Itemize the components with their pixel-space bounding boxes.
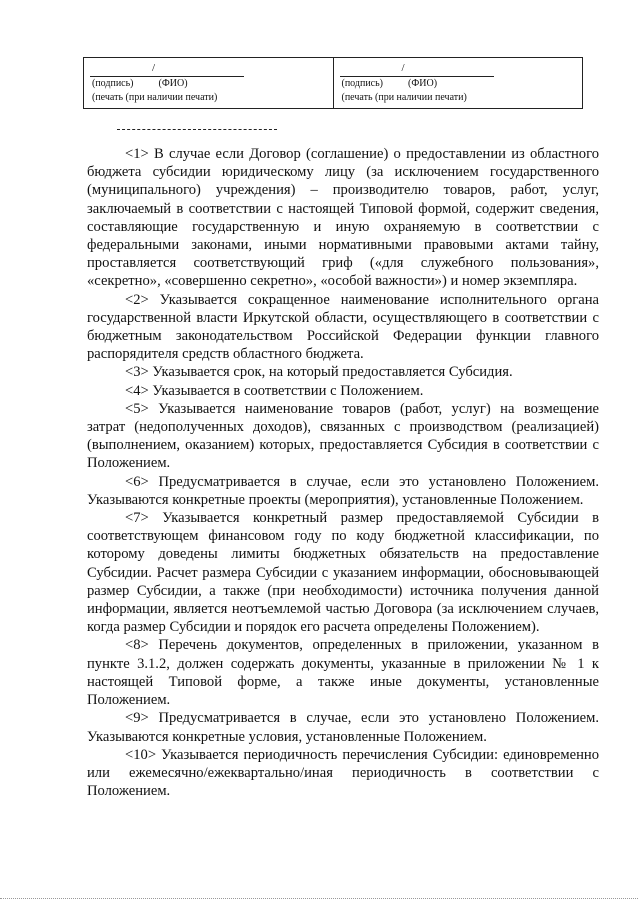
signature-table [83, 57, 583, 109]
signature-line [340, 64, 494, 77]
signature-slash: / [401, 62, 405, 74]
footnote-4: <4> Указывается в соответствии с Положением. [125, 382, 424, 399]
seal-label: (печать (при наличии печати) [341, 92, 467, 103]
footnote-8: <8> Перечень документов, определенных в приложении, указанном в пункте 3.1.2, должен содержать документы, указанные в приложении № 1 к настоящей Типовой форме, а также иные документы, установленные Положением. [87, 637, 599, 709]
footnote-separator [117, 129, 277, 130]
footnote-9: <9> Предусматривается в случае, если это установлено Положением. Указываются конкретные условия, установленные Положением. [87, 710, 599, 745]
signature-line [90, 64, 244, 77]
footnote-6: <6> Предусматривается в случае, если это установлено Положением. Указываются конкретные проекты (мероприятия), установленные Положением. [87, 473, 599, 508]
footnote-5: <5> Указывается наименование товаров (работ, услуг) на возмещение затрат (недополученных доходов), связанных с производством (реализацией) (выполнением, оказанием) которых, предоставляется Субсидия в соответствии с Положением. [87, 400, 599, 472]
signature-labels: (подпись) (ФИО) [92, 78, 188, 89]
footnote-2: <2> Указывается сокращенное наименование исполнительного органа государственной власти Иркутской области, осуществляющего в соответствии с бюджетным законодательством Российской Федерации функции главного распорядителя средств областного бюджета. [87, 291, 599, 363]
signature-slash: / [152, 62, 156, 74]
seal-label: (печать (при наличии печати) [92, 92, 218, 103]
footnotes [87, 145, 599, 800]
footnote-1: <1> В случае если Договор (соглашение) о предоставлении из областного бюджета субсидии юридическому лицу (за исключением государственного (муниципального) учреждения) – производителю товаров, работ, услуг, заключаемый в соответствии с настоящей Типовой формой, содержит сведения, составляющие государственную и иную охраняемую в соответствии с федеральными законами, иными нормативными правовыми актами тайну, проставляется соответствующий гриф («для служебного пользования», «секретно», «совершенно секретно», «особой важности») и номер экземпляра. [87, 146, 599, 290]
footnote-3: <3> Указывается срок, на который предоставляется Субсидия. [125, 364, 513, 381]
footnote-10: <10> Указывается периодичность перечисления Субсидии: единовременно или ежемесячно/ежеквартально/иная периодичность в соответствии с Положением. [87, 746, 599, 800]
signature-labels: (подпись) (ФИО) [341, 78, 438, 89]
signature-cell-right [333, 58, 583, 108]
footnote-7: <7> Указывается конкретный размер предоставляемой Субсидии в соответствующем финансовом году по коду бюджетной классификации, по которому доведены лимиты бюджетных обязательств на предоставление Субсидии. Расчет размера Субсидии с указанием информации, обосновывающей размер Субсидии, а также (при необходимости) источника получения данной информации, является неотъемлемой частью Договора (за исключением случаев, когда размер Субсидии и порядок его расчета определены Положением). [87, 510, 599, 636]
page-bottom-rule [0, 898, 638, 899]
signature-cell-left [84, 58, 333, 108]
